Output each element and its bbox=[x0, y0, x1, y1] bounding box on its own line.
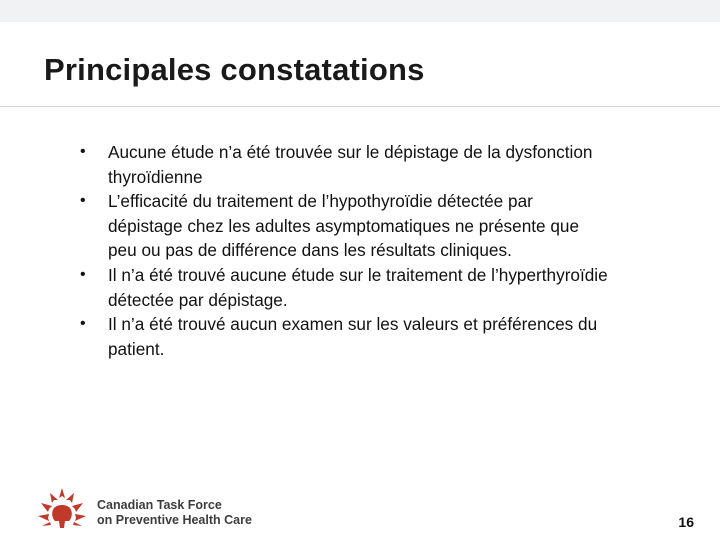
bullet-dot: • bbox=[80, 315, 86, 333]
slide-title: Principales constatations bbox=[44, 52, 425, 87]
bullet-text: Il n’a été trouvé aucune étude sur le traitement de l’hyperthyroïdie détectée par dépistage. bbox=[108, 264, 608, 310]
organization-name-line2: on Preventive Health Care bbox=[97, 513, 252, 527]
bullet-text: Aucune étude n’a été trouvée sur le dépistage de la dysfonction thyroïdienne bbox=[108, 142, 593, 187]
title-divider bbox=[0, 106, 720, 107]
top-band bbox=[0, 0, 720, 22]
bullet-text: L’efficacité du traitement de l’hypothyroïdie détectée par dépistage chez les adultes asymptomatiques ne présente que peu ou pas de différence dans les résultats cliniques. bbox=[108, 191, 580, 261]
page-number: 16 bbox=[678, 514, 694, 530]
organization-name-line1: Canadian Task Force bbox=[97, 498, 222, 512]
bullet-text: Il n’a été trouvé aucun examen sur les valeurs et préférences du patient. bbox=[108, 314, 598, 359]
bullet-item bbox=[80, 263, 610, 312]
bullet-dot: • bbox=[80, 265, 86, 283]
bullet-dot: • bbox=[80, 143, 86, 160]
bullet-item bbox=[80, 312, 610, 361]
bullet-dot: • bbox=[80, 192, 86, 210]
organization-logo bbox=[36, 486, 251, 531]
bullet-item bbox=[80, 140, 610, 189]
organization-name bbox=[97, 498, 252, 528]
bullet-list bbox=[80, 140, 610, 361]
maple-leaf-logo-icon bbox=[36, 486, 88, 531]
bullet-item bbox=[80, 189, 610, 263]
